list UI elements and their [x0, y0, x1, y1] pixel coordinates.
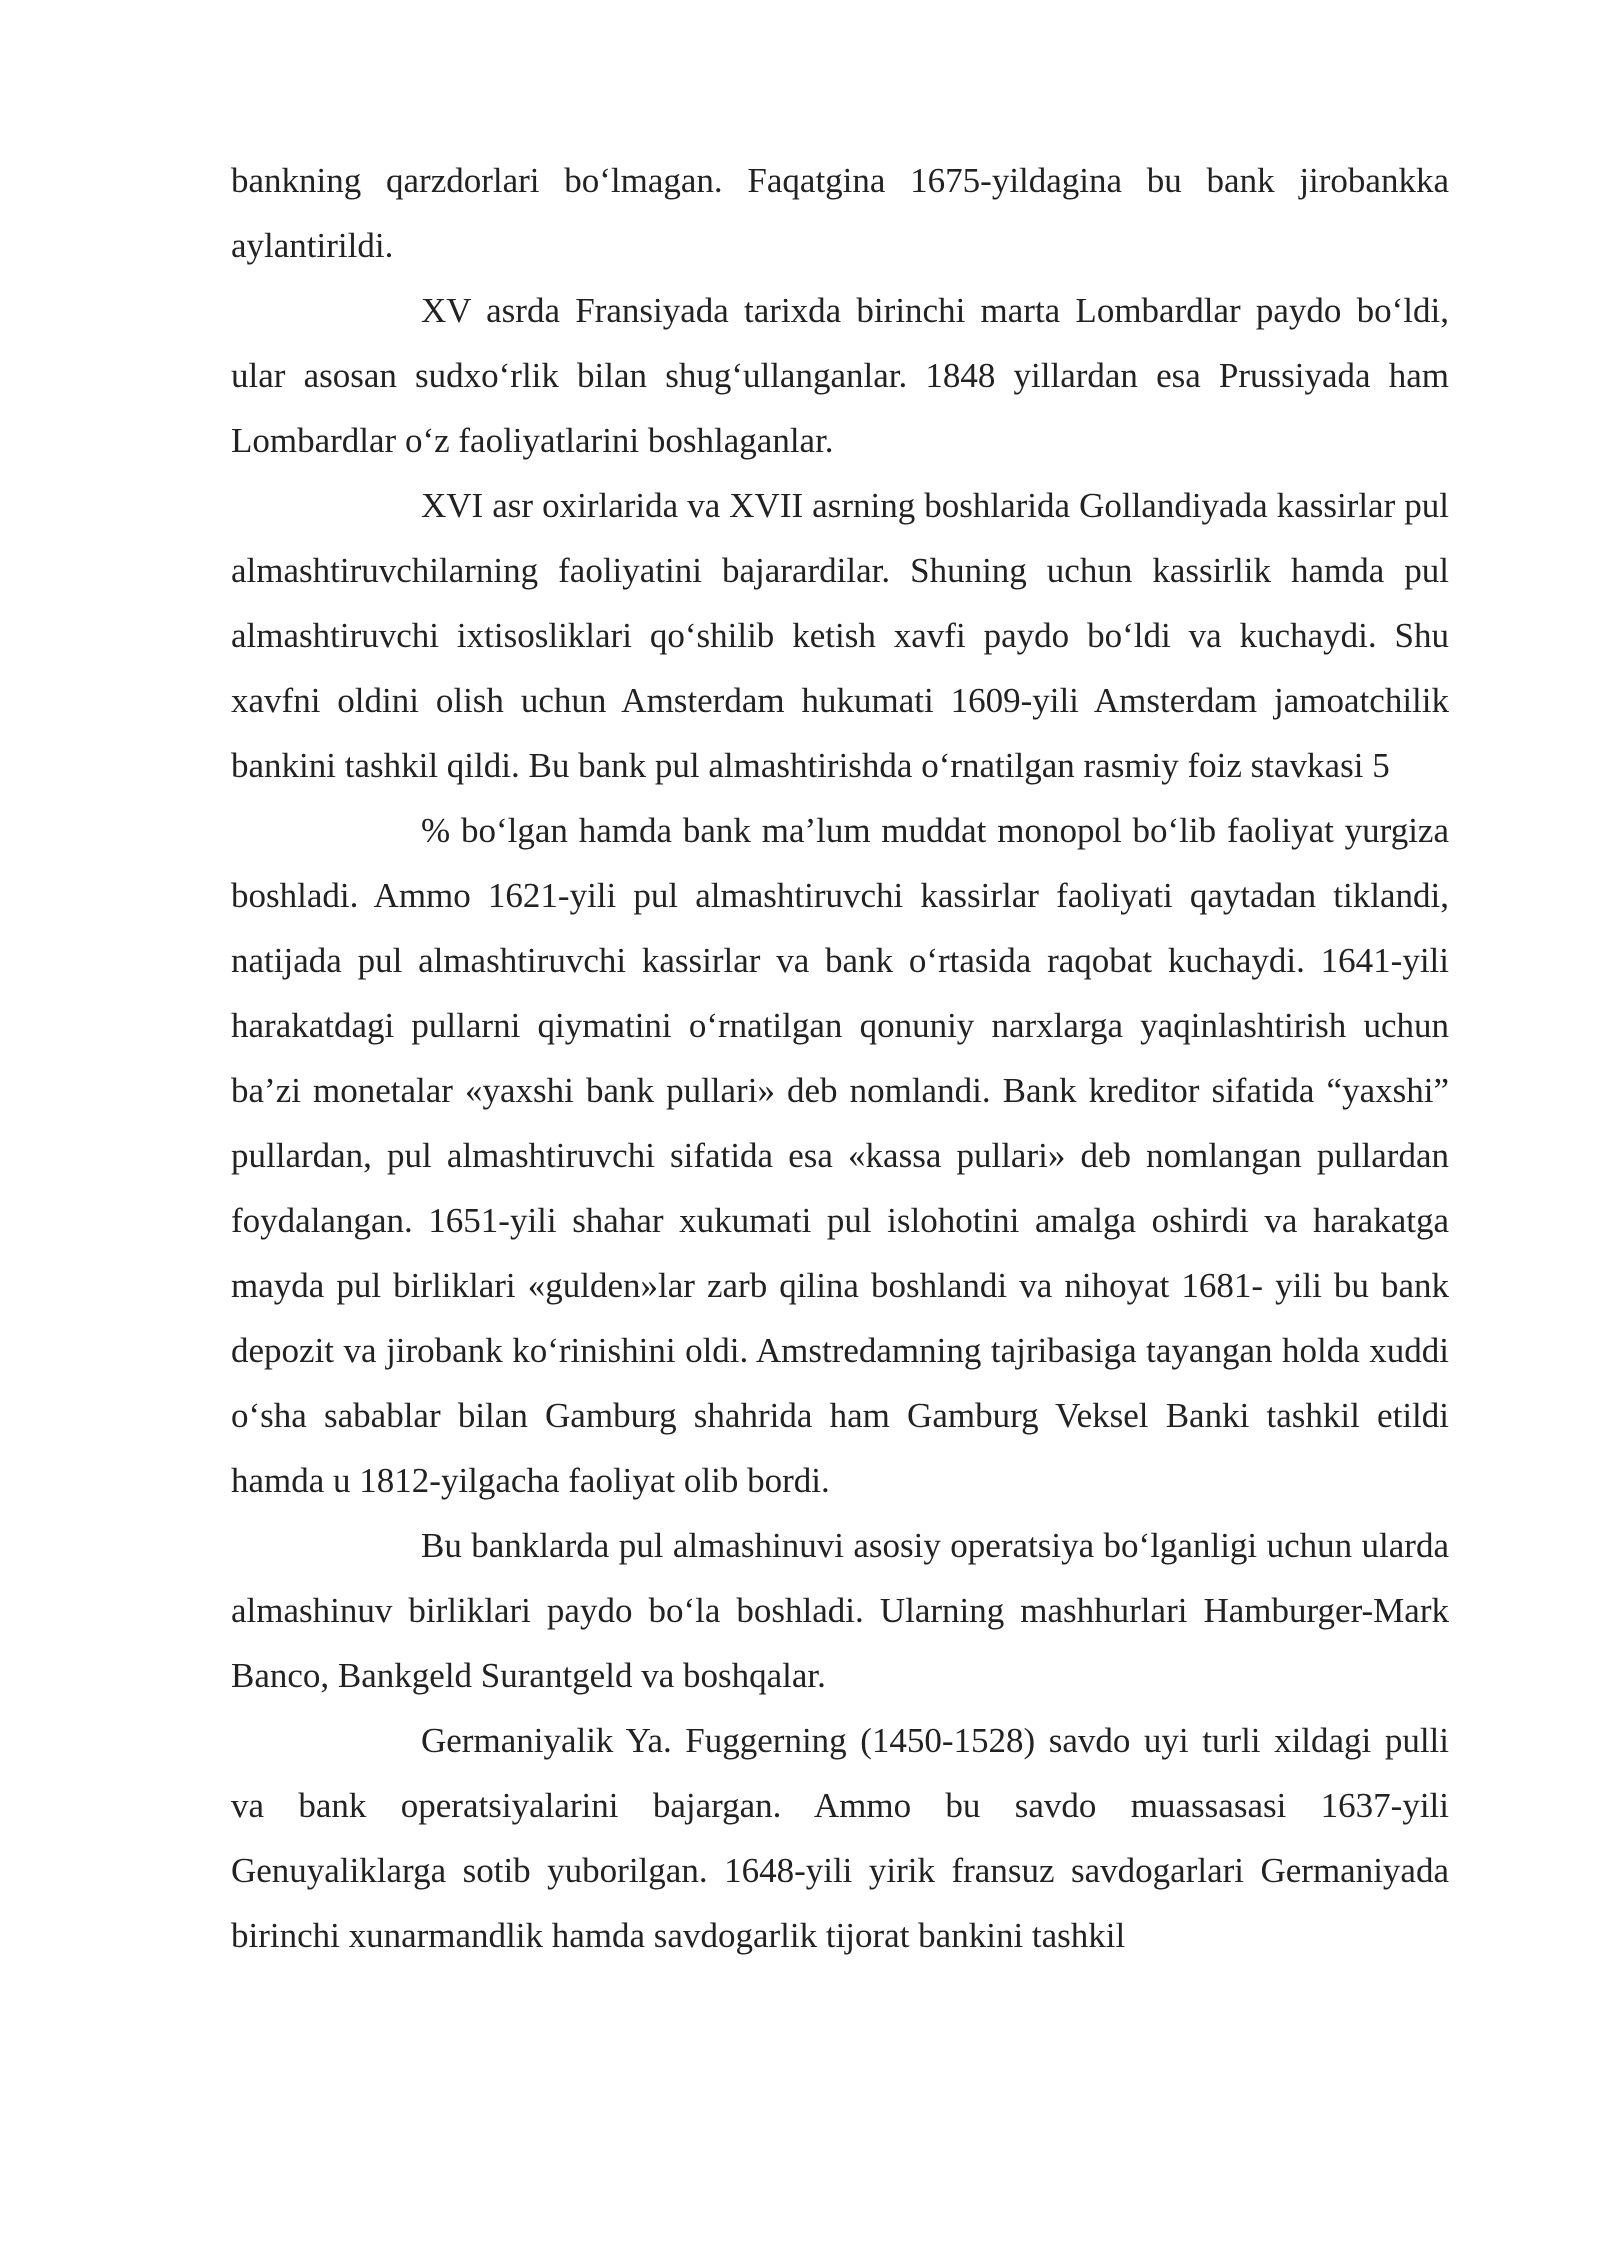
paragraph-5: Bu banklarda pul almashinuvi asosiy operatsiya bo‘lganligi uchun ularda almashinuv birliklari paydo bo‘la boshladi. Ularning mashhurlari Hamburger-Mark Banco, Bankgeld Surantgeld va boshqalar.	[231, 1526, 1449, 1695]
paragraph-2: XV asrda Fransiyada tarixda birinchi marta Lombardlar paydo bo‘ldi, ular asosan sudxo‘rlik bilan shug‘ullanganlar. 1848 yillardan esa Prussiyada ham Lombardlar o‘z faoliyatlarini boshlaganlar.	[231, 291, 1449, 460]
paragraph-6: Germaniyalik Ya. Fuggerning (1450-1528) savdo uyi turli xildagi pulli va bank operatsiyalarini bajargan. Ammo bu savdo muassasasi 1637-yili Genuyaliklarga sotib yuborilgan. 1648-yili yirik fransuz savdogarlari Germaniyada birinchi xunarmandlik hamda savdogarlik tijorat bankini tashkil	[231, 1721, 1449, 1955]
paragraph-4: % bo‘lgan hamda bank ma’lum muddat monopol bo‘lib faoliyat yurgiza boshladi. Ammo 1621-yili pul almashtiruvchi kassirlar faoliyati qaytadan tiklandi, natijada pul almashtiruvchi kassirlar va bank o‘rtasida raqobat kuchaydi. 1641-yili harakatdagi pullarni qiymatini o‘rnatilgan qonuniy narxlarga yaqinlashtirish uchun ba’zi monetalar «yaxshi bank pullari» deb nomlandi. Bank kreditor sifatida “yaxshi” pullardan, pul almashtiruvchi sifatida esa «kassa pullari» deb nomlangan pullardan foydalangan. 1651-yili shahar xukumati pul islohotini amalga oshirdi va harakatga mayda pul birliklari «gulden»lar zarb qilina boshlandi va nihoyat 1681- yili bu bank depozit va jirobank ko‘rinishini oldi. Amstredamning tajribasiga tayangan holda xuddi o‘sha sabablar bilan Gamburg shahrida ham Gamburg Veksel Banki tashkil etildi hamda u 1812-yilgacha faoliyat olib bordi.	[231, 811, 1449, 1500]
paragraph-3: XVI asr oxirlarida va XVII asrning boshlarida Gollandiyada kassirlar pul almashtiruvchilarning faoliyatini bajarardilar. Shuning uchun kassirlik hamda pul almashtiruvchi ixtisosliklari qo‘shilib ketish xavfi paydo bo‘ldi va kuchaydi. Shu xavfni oldini olish uchun Amsterdam hukumati 1609-yili Amsterdam jamoatchilik bankini tashkil qildi. Bu bank pul almashtirishda o‘rnatilgan rasmiy foiz stavkasi 5	[231, 486, 1449, 785]
paragraph-1: bankning qarzdorlari bo‘lmagan. Faqatgina 1675-yildagina bu bank jirobankka aylantirildi.	[231, 161, 1449, 265]
document-page	[231, 148, 1449, 1968]
